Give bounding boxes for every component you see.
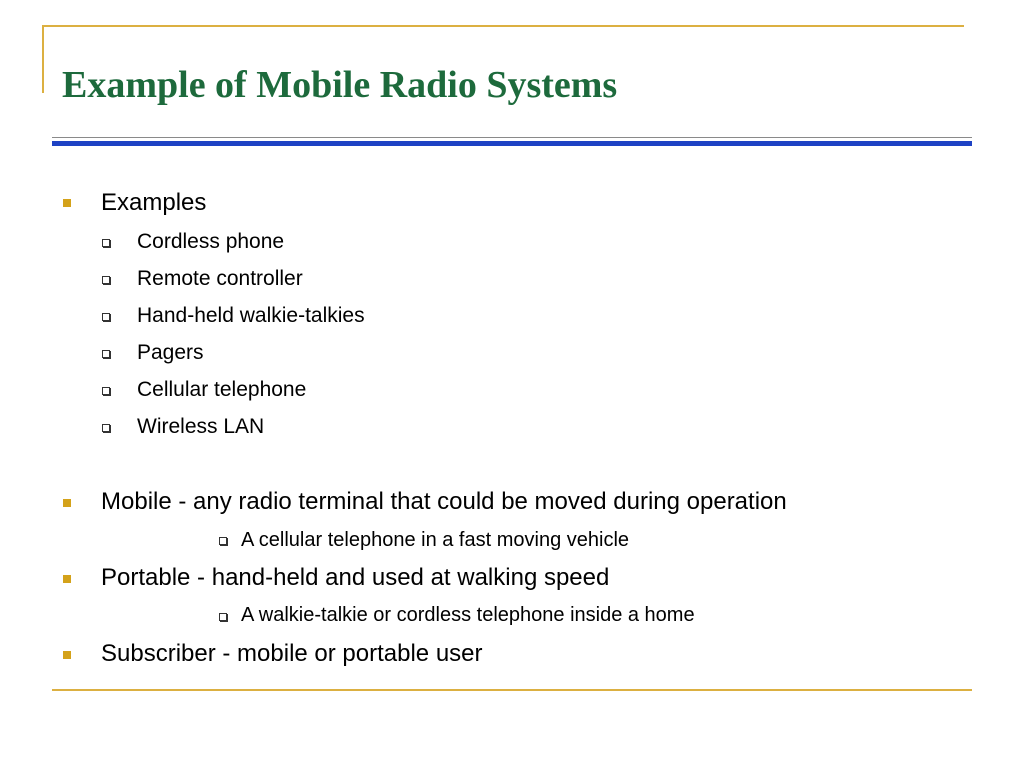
bullet-text: Portable - hand-held and used at walking speed	[101, 564, 610, 591]
sub-bullet-text: A cellular telephone in a fast moving vehicle	[241, 529, 630, 551]
hollow-square-icon	[102, 276, 110, 284]
filled-square-icon	[63, 499, 71, 507]
filled-square-icon	[63, 651, 71, 659]
corner-rule-horizontal	[42, 25, 964, 27]
hollow-square-icon	[102, 424, 110, 432]
sub-bullet-text: Cellular telephone	[137, 378, 307, 401]
hollow-square-icon	[102, 313, 110, 321]
title-rule-thin	[52, 137, 972, 138]
hollow-square-icon	[219, 613, 227, 621]
hollow-square-icon	[102, 239, 110, 247]
sub-bullet-text: Cordless phone	[137, 230, 285, 253]
sub-bullet-text: Pagers	[137, 341, 204, 364]
title-rule-thick	[52, 141, 972, 146]
footer-rule	[52, 689, 972, 691]
sub-bullet-text: A walkie-talkie or cordless telephone inside a home	[241, 604, 695, 626]
sub-bullet-text: Remote controller	[137, 267, 303, 290]
hollow-square-icon	[219, 537, 227, 545]
bullet-text: Subscriber - mobile or portable user	[101, 640, 483, 667]
hollow-square-icon	[102, 350, 110, 358]
slide-title: Example of Mobile Radio Systems	[62, 64, 618, 106]
sub-bullet-text: Hand-held walkie-talkies	[137, 304, 365, 327]
filled-square-icon	[63, 575, 71, 583]
hollow-square-icon	[102, 387, 110, 395]
sub-bullet-text: Wireless LAN	[137, 415, 265, 438]
corner-rule-vertical	[42, 25, 44, 93]
bullet-text: Examples	[101, 189, 207, 216]
bullet-text: Mobile - any radio terminal that could be moved during operation	[101, 488, 787, 515]
filled-square-icon	[63, 199, 71, 207]
